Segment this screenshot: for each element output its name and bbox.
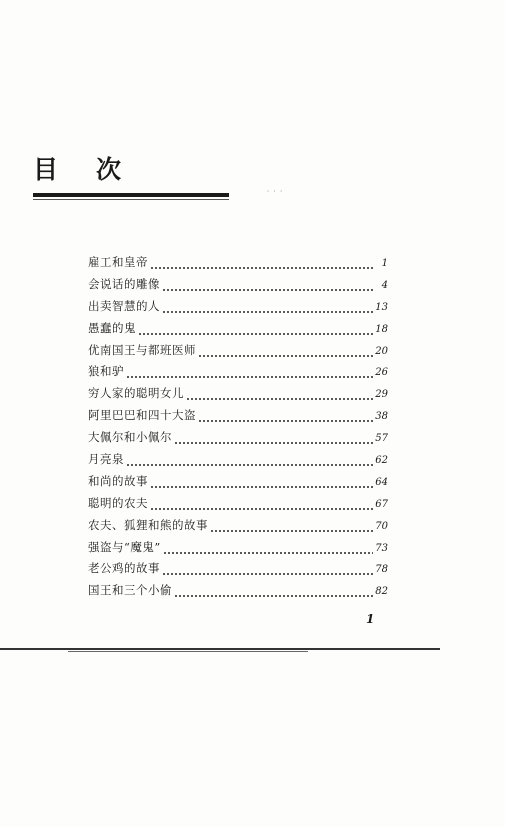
toc-entry-title: 国王和三个小偷 (88, 583, 172, 598)
toc-entry-page: 57 (375, 433, 388, 445)
dot-leader (174, 595, 373, 597)
toc-entry-page: 70 (375, 520, 388, 532)
toc-entry[interactable] (88, 342, 388, 364)
page-title-char-2: 次 (96, 155, 122, 184)
toc-entry-title: 月亮泉 (88, 452, 124, 467)
toc-entry[interactable] (88, 276, 388, 298)
dot-leader (150, 267, 374, 269)
dot-leader (150, 508, 373, 510)
toc-entry[interactable] (88, 539, 388, 561)
toc-entry-page: 62 (375, 455, 388, 467)
toc-entry[interactable] (88, 429, 388, 451)
toc-entry[interactable] (88, 254, 388, 276)
title-rule (33, 193, 229, 197)
toc-entry-page: 82 (375, 586, 388, 598)
dot-leader (126, 464, 373, 466)
toc-entry-page: 73 (375, 542, 388, 554)
toc-entry-title: 优南国王与都班医师 (88, 342, 196, 357)
toc-entry-page: 29 (375, 389, 388, 401)
toc-entry-page: 78 (375, 564, 388, 576)
toc-entry-title: 阿里巴巴和四十大盗 (88, 408, 196, 423)
page-title (33, 150, 121, 186)
dot-leader (126, 376, 373, 378)
dot-leader (163, 552, 374, 554)
toc-entry-title: 愚蠢的鬼 (88, 320, 136, 335)
toc-entry[interactable] (88, 582, 388, 604)
toc-entry[interactable] (88, 473, 388, 495)
dot-leader (186, 398, 373, 400)
toc-entry-title: 和尚的故事 (88, 473, 148, 488)
bottom-rule (0, 648, 440, 650)
toc-entry[interactable] (88, 451, 388, 473)
toc-entry-page: 13 (375, 301, 388, 313)
toc-entry-page: 67 (375, 498, 388, 510)
dot-leader (162, 311, 373, 313)
toc-entry[interactable] (88, 560, 388, 582)
toc-entry-title: 雇工和皇帝 (88, 255, 148, 269)
toc-entry[interactable] (88, 407, 388, 429)
toc-entry-title: 穷人家的聪明女儿 (88, 386, 184, 401)
toc-entry[interactable] (88, 320, 388, 342)
toc-entry-title: 狼和驴 (88, 364, 124, 379)
dot-leader (174, 442, 373, 444)
toc-entry-page: 1 (381, 258, 388, 269)
toc-entry-title: 强盗与“魔鬼” (88, 539, 161, 554)
dot-leader (150, 486, 373, 488)
toc-entry-page: 38 (375, 411, 388, 423)
dot-leader (198, 355, 373, 357)
dot-leader (162, 289, 374, 291)
toc-entry-title: 聪明的农夫 (88, 495, 148, 510)
toc-entry[interactable] (88, 517, 388, 539)
title-rule-thin (33, 199, 229, 200)
toc-entry[interactable] (88, 495, 388, 517)
table-of-contents (88, 254, 388, 604)
toc-entry-title: 出卖智慧的人 (88, 298, 160, 313)
page-number: 1 (366, 612, 375, 626)
page-title-char-1: 目 (33, 155, 59, 184)
toc-entry-title: 大佩尔和小佩尔 (88, 430, 172, 445)
dot-leader (162, 573, 373, 575)
toc-entry[interactable] (88, 298, 388, 320)
dot-leader (198, 420, 373, 422)
bottom-rule-secondary (68, 651, 308, 652)
toc-entry[interactable] (88, 363, 388, 385)
dot-leader (138, 333, 373, 335)
toc-entry-title: 会说话的雕像 (88, 276, 160, 291)
toc-entry-page: 4 (381, 279, 388, 291)
print-specks: ˙ ˙ ˙ (266, 190, 284, 199)
toc-entry[interactable] (88, 385, 388, 407)
toc-entry-page: 26 (375, 367, 388, 379)
dot-leader (210, 530, 373, 532)
toc-entry-page: 20 (375, 345, 388, 357)
toc-entry-title: 老公鸡的故事 (88, 561, 160, 576)
toc-entry-page: 18 (375, 323, 388, 335)
toc-entry-page: 64 (375, 476, 388, 488)
toc-entry-title: 农夫、狐狸和熊的故事 (88, 517, 208, 532)
